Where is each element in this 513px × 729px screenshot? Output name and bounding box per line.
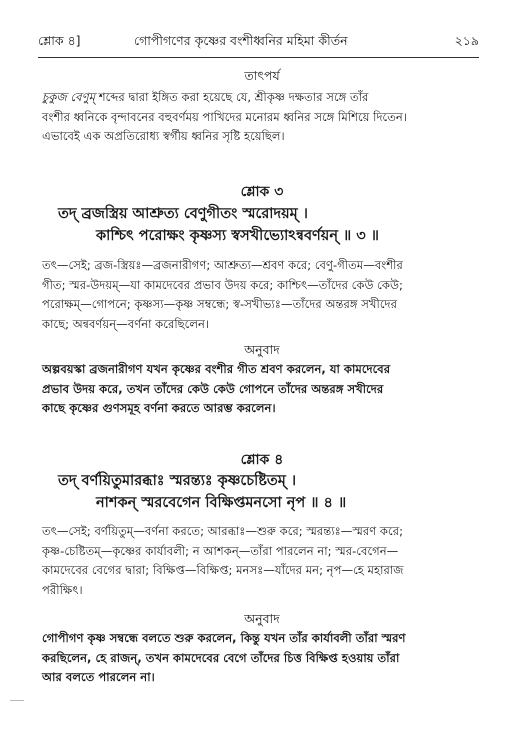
synonym-line: কামদেবের বেগের দ্বারা; বিক্ষিপ্ত—বিক্ষিপ্ত; মনসঃ—যাঁদের মন; নৃপ—হে মহারাজ	[42, 563, 404, 577]
verse-3-text	[58, 203, 498, 247]
purport-heading: তাৎপর্য	[244, 68, 280, 83]
verse-3-heading: শ্লোক ৩	[240, 184, 284, 200]
verse-4-heading: শ্লোক ৪	[240, 452, 284, 468]
translation-line: প্রভাব উদয় করে, তখন তাঁদের কেউ কেউ গোপনে তাঁদের অন্তরঙ্গ সখীদের	[42, 381, 384, 396]
synonym-line: পরীক্ষিৎ।	[42, 582, 83, 597]
synonym-line: তৎ—সেই; ব্রজ-স্ত্রিয়ঃ—ব্রজনারীগণ; আশ্রুত্য—শ্রবণ করে; বেণু-গীতম—বংশীর	[42, 258, 403, 272]
verse-3-translation-heading: অনুবাদ	[244, 342, 280, 357]
purport-term: চুকুজ বেণুম্	[42, 90, 96, 104]
purport-line: চুকুজ বেণুম্ শব্দের দ্বারা ইঙ্গিত করা হয়েছে যে, শ্রীকৃষ্ণ দক্ষতার সঙ্গে তাঁর	[42, 90, 369, 104]
page-number: ২১৯	[454, 33, 479, 48]
verse-3-translation	[42, 360, 482, 419]
verse-line: নাশকন্ স্মরবেগেন বিক্ষিপ্তমনসো নৃপ ॥ ৪ ॥	[96, 495, 347, 511]
synonym-line: কাছে; অন্ববর্ণয়ন্—বর্ণনা করেছিলেন।	[42, 316, 210, 331]
running-header	[38, 33, 479, 58]
header-verse-ref: শ্লোক ৪]	[38, 33, 81, 48]
synonym-line: কৃষ্ণ-চেষ্টিতম্—কৃষ্ণের কার্যাবলী; ন আশকন্—তাঁরা পারলেন না; স্মর-বেগেন—	[42, 543, 399, 558]
verse-line: তদ্ বর্ণয়িতুমারব্ধাঃ স্মরন্ত্যঃ কৃষ্ণচেষ্টিতম্ ।	[58, 473, 297, 489]
purport-line: এভাবেই এক অপ্রতিরোধ্য স্বর্গীয় ধ্বনির সৃষ্টি হয়েছিল।	[42, 129, 285, 143]
synonym-line: গীত; স্মর-উদয়ম্—যা কামদেবের প্রভাব উদয় করে; কাশ্চিৎ—তাঁদের কেউ কেউ;	[42, 277, 403, 292]
purport-line: বংশীর ধ্বনিকে বৃন্দাবনের বহুবর্ণময় পাখিদের মনোরম ধ্বনির সঙ্গে মিশিয়ে দিতেন।	[42, 109, 407, 124]
translation-line: অল্পবয়স্কা ব্রজনারীগণ যখন কৃষ্ণের বংশীর গীত শ্রবণ করলেন, যা কামদেবের	[42, 362, 391, 376]
purport-text	[42, 88, 482, 147]
header-chapter-title: গোপীগণের কৃষ্ণের বংশীধ্বনির মহিমা কীর্তন	[134, 33, 348, 48]
scan-artifact	[10, 700, 24, 701]
verse-line: তদ্ ব্রজস্ত্রিয় আশ্রুত্য বেণুগীতং স্মরোদয়ম্ ।	[58, 206, 308, 222]
verse-4-translation	[42, 629, 482, 688]
verse-3-synonyms	[42, 256, 482, 334]
verse-4-text	[58, 470, 498, 514]
translation-line: আর বলতে পারলেন না।	[42, 670, 155, 684]
translation-line: গোপীগণ কৃষ্ণ সম্বন্ধে বলতে শুরু করলেন, কিন্তু যখন তাঁর কার্যাবলী তাঁরা স্মরণ	[42, 631, 406, 645]
verse-4-translation-heading: অনুবাদ	[244, 611, 280, 626]
verse-4-synonyms	[42, 522, 482, 600]
translation-line: কাছে কৃষ্ণের গুণসমূহ বর্ণনা করতে আরম্ভ করলেন।	[42, 401, 276, 415]
verse-line: কাশ্চিৎ পরোক্ষং কৃষ্ণস্য স্বসখীভ্যোঽন্ববর্ণয়ন্ ॥ ৩ ॥	[96, 228, 379, 244]
synonym-line: তৎ—সেই; বর্ণয়িতুম্—বর্ণনা করতে; আরব্ধাঃ—শুরু করে; স্মরন্ত্যঃ—স্মরণ করে;	[42, 524, 403, 538]
synonym-line: পরোক্ষম্—গোপনে; কৃষ্ণস্য—কৃষ্ণ সম্বন্ধে; স্ব-সখীভ্যঃ—তাঁদের অন্তরঙ্গ সখীদের	[42, 297, 397, 311]
translation-line: করছিলেন, হে রাজন্, তখন কামদেবের বেগে তাঁদের চিত্ত বিক্ষিপ্ত হওয়ায় তাঁরা	[42, 650, 400, 665]
